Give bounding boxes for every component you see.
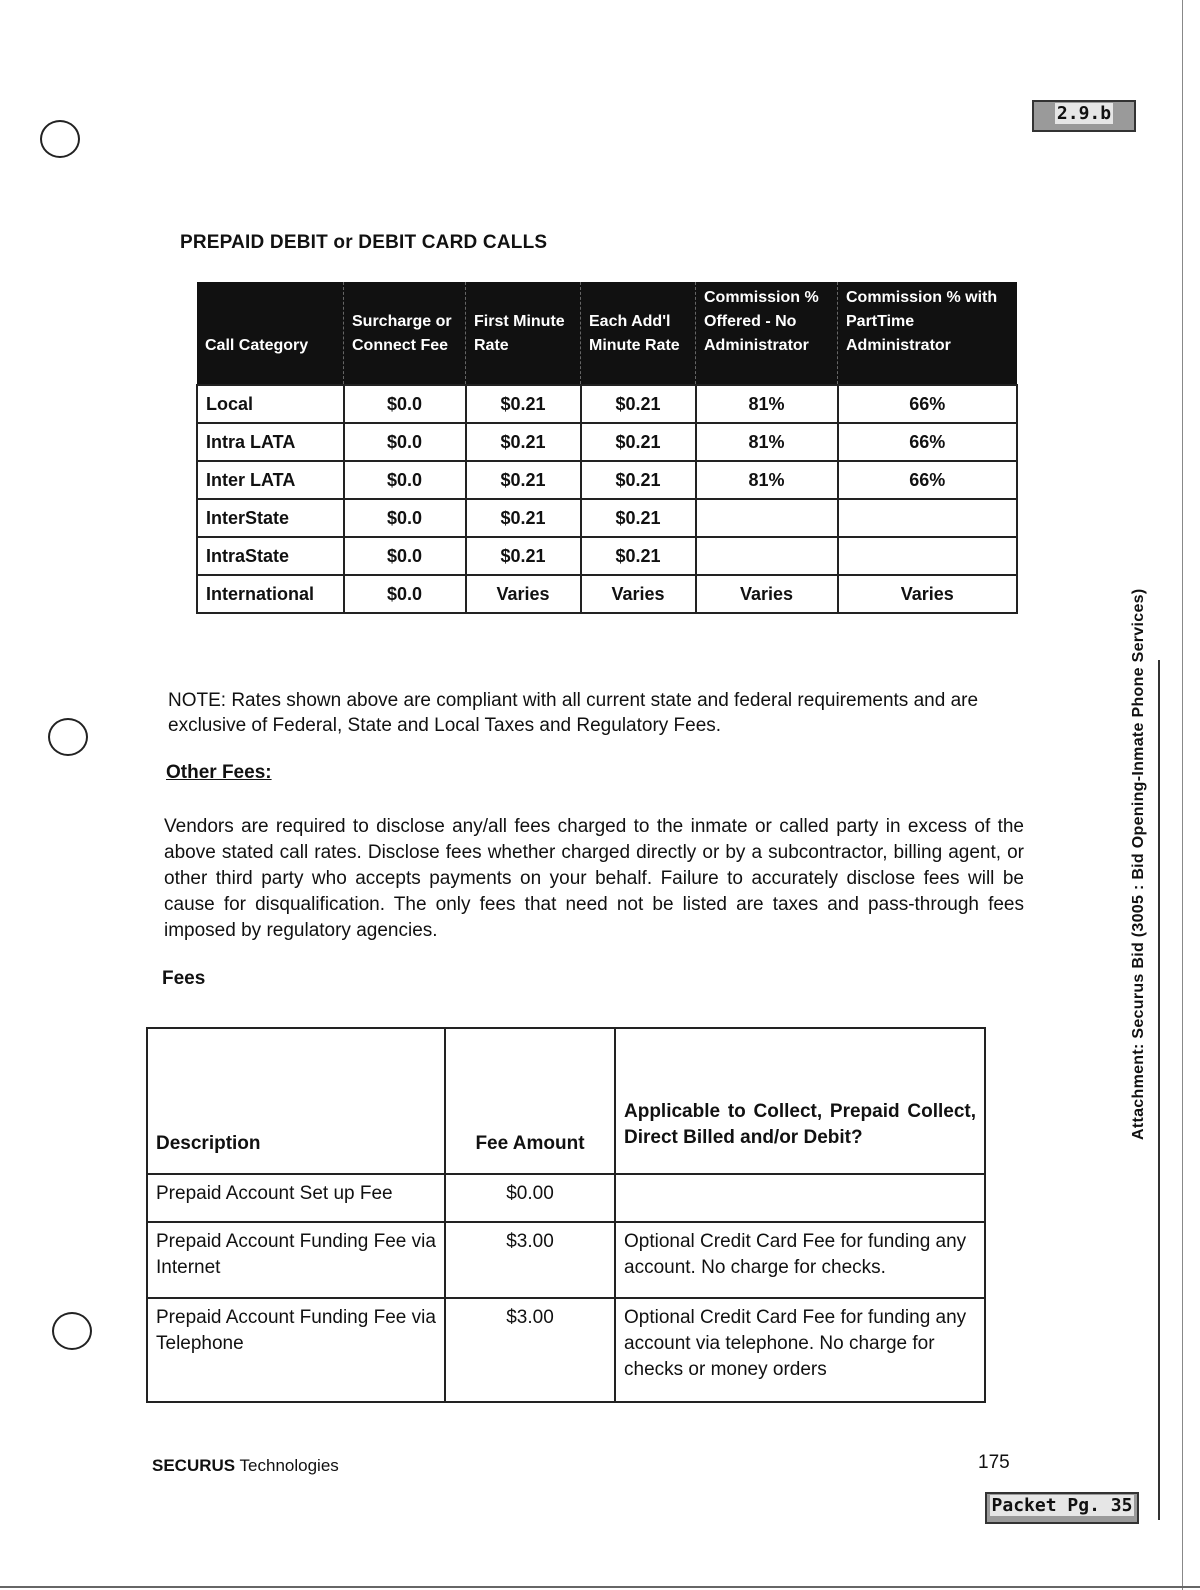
packet-badge-bottom-label: Packet Pg. 35 (991, 1495, 1133, 1516)
cell-addl-minute: $0.21 (581, 461, 696, 499)
cell-fee-applicable: Optional Credit Card Fee for funding any account via telephone. No charge for checks or money orders (615, 1298, 985, 1402)
rates-table (196, 282, 1018, 614)
fees-row (147, 1298, 985, 1402)
header-each-addl-minute: Each Add'l Minute Rate (581, 282, 696, 385)
cell-fee-applicable (615, 1174, 985, 1222)
cell-addl-minute: $0.21 (581, 537, 696, 575)
page-number: 175 (978, 1452, 1010, 1473)
rates-note: NOTE: Rates shown above are compliant with all current state and federal requirements and are exclusive of Federal, State and Local Taxes and Regulatory Fees. (168, 690, 979, 736)
cell-commission-no-admin: 81% (696, 461, 838, 499)
cell-category: IntraState (197, 537, 344, 575)
other-fees-heading: Other Fees: (166, 762, 272, 783)
binder-hole-top (40, 120, 80, 158)
header-commission-no-admin: Commission % Offered - No Administrator (696, 282, 838, 385)
cell-commission-parttime: Varies (838, 575, 1018, 613)
cell-first-minute: $0.21 (466, 499, 581, 537)
cell-commission-parttime (838, 537, 1018, 575)
cell-commission-parttime: 66% (838, 385, 1018, 423)
rates-row (197, 461, 1017, 499)
cell-addl-minute: Varies (581, 575, 696, 613)
fees-table (146, 1027, 986, 1403)
right-margin-rule (1158, 660, 1160, 1520)
right-page-edge (1182, 0, 1183, 1590)
cell-first-minute: $0.21 (466, 423, 581, 461)
rates-row (197, 537, 1017, 575)
packet-badge-top-label: 2.9.b (1056, 103, 1112, 124)
cell-category: International (197, 575, 344, 613)
header-fee-amount: Fee Amount (445, 1028, 615, 1174)
cell-fee-amount: $3.00 (445, 1298, 615, 1402)
cell-first-minute: Varies (466, 575, 581, 613)
fees-header-row (147, 1028, 985, 1174)
bottom-page-edge (0, 1586, 1200, 1588)
header-description: Description (147, 1028, 445, 1174)
cell-commission-parttime (838, 499, 1018, 537)
binder-hole-bottom (52, 1312, 92, 1350)
header-surcharge: Surcharge or Connect Fee (344, 282, 466, 385)
cell-first-minute: $0.21 (466, 461, 581, 499)
cell-commission-no-admin (696, 499, 838, 537)
cell-surcharge: $0.0 (344, 385, 466, 423)
cell-category: Inter LATA (197, 461, 344, 499)
header-applicable-to: Applicable to Collect, Prepaid Collect, Direct Billed and/or Debit? (615, 1028, 985, 1174)
fees-row (147, 1174, 985, 1222)
cell-commission-parttime: 66% (838, 423, 1018, 461)
cell-fee-description: Prepaid Account Funding Fee via Internet (147, 1222, 445, 1298)
binder-hole-middle (48, 718, 88, 756)
cell-surcharge: $0.0 (344, 499, 466, 537)
cell-category: Intra LATA (197, 423, 344, 461)
cell-surcharge: $0.0 (344, 423, 466, 461)
header-call-category: Call Category (197, 282, 344, 385)
cell-fee-amount: $3.00 (445, 1222, 615, 1298)
cell-category: Local (197, 385, 344, 423)
cell-surcharge: $0.0 (344, 537, 466, 575)
fees-heading: Fees (162, 968, 206, 989)
cell-category: InterState (197, 499, 344, 537)
cell-commission-no-admin: 81% (696, 423, 838, 461)
rates-row (197, 499, 1017, 537)
cell-addl-minute: $0.21 (581, 499, 696, 537)
cell-commission-no-admin: 81% (696, 385, 838, 423)
packet-badge-bottom (985, 1492, 1139, 1524)
side-attachment-label: Attachment: Securus Bid (3005 : Bid Opening-Inmate Phone Services) (1130, 588, 1147, 1140)
footer-company (152, 1456, 339, 1476)
cell-addl-minute: $0.21 (581, 385, 696, 423)
cell-commission-no-admin (696, 537, 838, 575)
packet-badge-top (1032, 100, 1136, 132)
fees-row (147, 1222, 985, 1298)
footer-company-rest: Technologies (235, 1456, 339, 1475)
other-fees-paragraph: Vendors are required to disclose any/all fees charged to the inmate or called party in excess of the above stated call rates. Disclose fees whether charged directly or by a subcontractor, billing agent, or other third party who accepts payments on your behalf. Failure to accurately disclose fees will be cause for disqualification. The only fees that need not be listed are taxes and pass-through fees imposed by regulatory agencies. (164, 816, 1024, 941)
cell-first-minute: $0.21 (466, 537, 581, 575)
rates-row (197, 575, 1017, 613)
header-commission-parttime-admin: Commission % with PartTime Administrator (838, 282, 1018, 385)
footer-company-bold: SECURUS (152, 1456, 236, 1475)
cell-commission-parttime: 66% (838, 461, 1018, 499)
cell-fee-amount: $0.00 (445, 1174, 615, 1222)
cell-fee-description: Prepaid Account Set up Fee (147, 1174, 445, 1222)
cell-fee-description: Prepaid Account Funding Fee via Telephone (147, 1298, 445, 1402)
cell-commission-no-admin: Varies (696, 575, 838, 613)
rates-row (197, 385, 1017, 423)
cell-addl-minute: $0.21 (581, 423, 696, 461)
section-title: PREPAID DEBIT or DEBIT CARD CALLS (180, 232, 548, 253)
cell-fee-applicable: Optional Credit Card Fee for funding any account. No charge for checks. (615, 1222, 985, 1298)
rates-row (197, 423, 1017, 461)
cell-first-minute: $0.21 (466, 385, 581, 423)
rates-header-row (197, 282, 1017, 385)
cell-surcharge: $0.0 (344, 575, 466, 613)
header-first-minute: First Minute Rate (466, 282, 581, 385)
cell-surcharge: $0.0 (344, 461, 466, 499)
